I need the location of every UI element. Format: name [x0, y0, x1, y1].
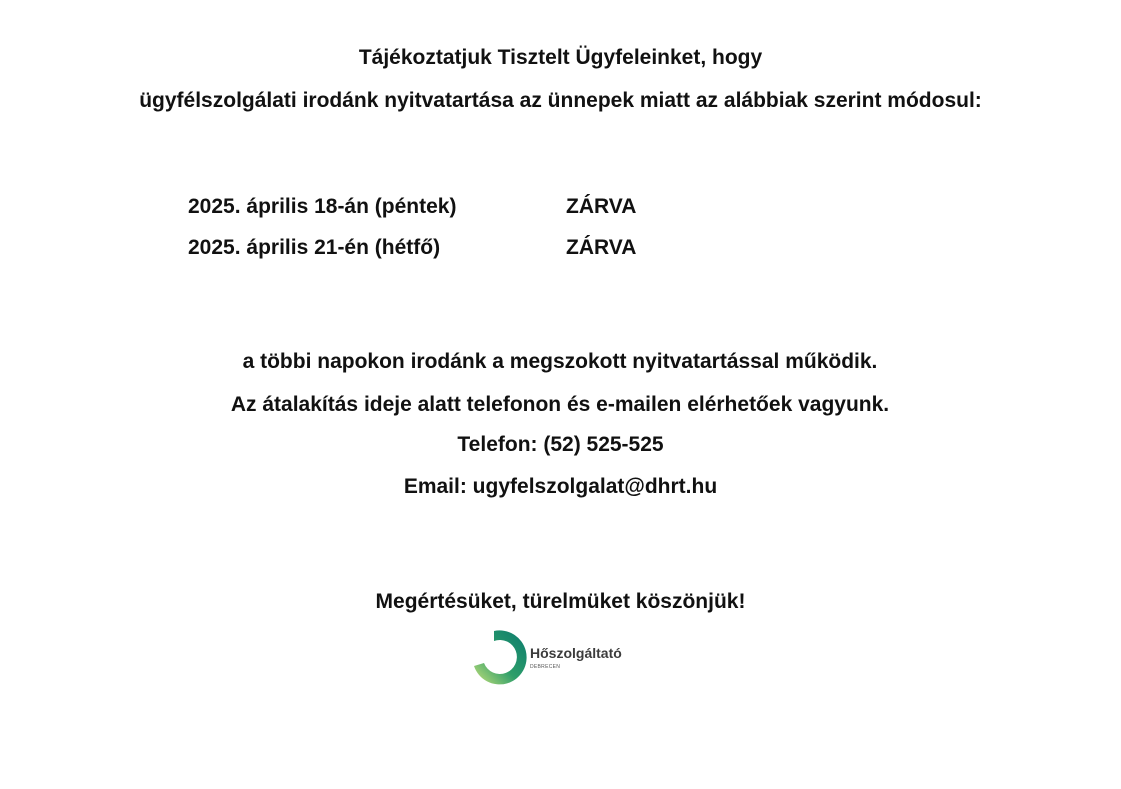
intro-line-1: Tájékoztatjuk Tisztelt Ügyfeleinket, hogy	[358, 46, 763, 69]
email-line: Email: ugyfelszolgalat@dhrt.hu	[403, 475, 718, 498]
logo-ring-icon	[472, 628, 528, 688]
schedule-status: ZÁRVA	[566, 236, 637, 259]
intro-line-2: ügyfélszolgálati irodánk nyitvatartása az ünnepek miatt az alábbiak szerint módosul:	[139, 89, 982, 112]
schedule-date: 2025. április 21-én (hétfő)	[188, 236, 441, 259]
phone-line: Telefon: (52) 525-525	[457, 433, 664, 456]
logo-name: Hőszolgáltató	[530, 645, 622, 661]
thanks-line: Megértésüket, türelmüket köszönjük!	[375, 590, 746, 613]
schedule-status: ZÁRVA	[566, 195, 637, 218]
info-line-2: Az átalakítás ideje alatt telefonon és e-mailen elérhetőek vagyunk.	[230, 393, 890, 416]
company-logo	[472, 628, 672, 688]
schedule-date: 2025. április 18-án (péntek)	[188, 195, 457, 218]
logo-city: DEBRECEN	[530, 664, 561, 670]
info-line-1: a többi napokon irodánk a megszokott nyitvatartással működik.	[242, 350, 878, 373]
